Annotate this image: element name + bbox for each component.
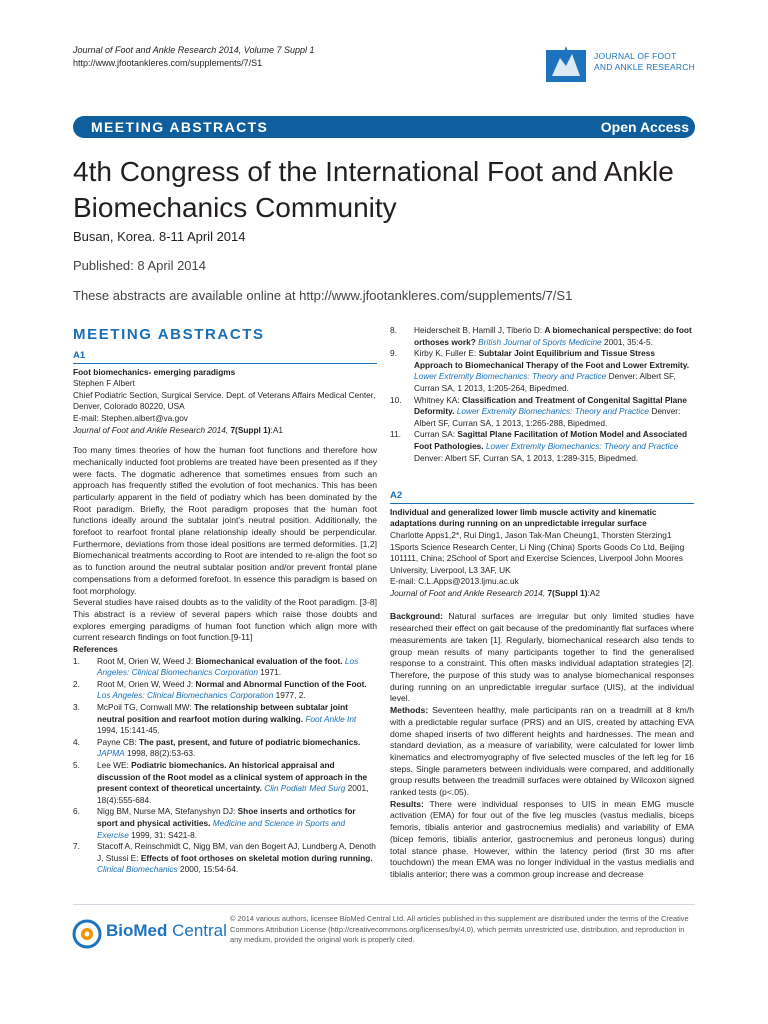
reference-list-continued — [390, 325, 694, 464]
reference-details: 1999, 31: S421-8. — [128, 829, 198, 840]
reference-number: 8. — [390, 325, 397, 335]
reference-item — [390, 325, 694, 348]
abstract-a1-author: Stephen F Albert — [73, 378, 135, 389]
abstract-a1-citation — [73, 425, 377, 437]
footer-divider — [73, 904, 695, 905]
reference-details: 1977, 2. — [273, 690, 306, 701]
background-text: Natural surfaces are irregular but only limited studies have researched their effect on gait because of the predominantly flat surfaces where measurements are taken [1]. Regularly, biomechanical research also tends to group mean results of many participants together to find the generalised response to a constraint. This often masks individual adaptation strategies [2]. Therefore, the purpose of this study was to analyse biomechanical responses during running on an unpredictable irregular surface (UIS), at the individual level. — [390, 611, 694, 704]
copyright-notice: © 2014 various authors, licensee BioMed Central Ltd. All articles published in this supplement are distributed under the terms of the Creative Commons Attribution License (http://creativecommons.org/licenses/by/4.0), which permits unrestricted use, distribution, and reproduction in any medium, provided the original work is properly cited. — [230, 914, 689, 945]
reference-details: Denver: Albert SF, Curran SA, 1 2013, 1:265-288, Bipedmed. — [414, 406, 681, 428]
reference-source: Los Angeles: Clinical Biomechanics Corporation — [97, 655, 359, 678]
reference-item — [73, 760, 377, 806]
reference-number: 10. — [390, 394, 402, 405]
abstract-a2-results — [390, 799, 694, 881]
reference-number: 2. — [73, 678, 80, 689]
citation-id: :A2 — [587, 587, 601, 598]
reference-source: Clin Podiatr Med Surg — [261, 783, 346, 794]
supplement-url[interactable]: http://www.jfootankleres.com/supplements/7/S1 — [73, 58, 263, 68]
reference-details: Denver: Albert SF, Curran SA, 1 2013, 1:205-264, Bipedmed. — [414, 371, 676, 393]
reference-details: 1971. — [257, 667, 282, 678]
reference-authors: Lee WE: — [97, 760, 132, 771]
left-column — [73, 350, 377, 876]
published-date: Published: 8 April 2014 — [73, 258, 206, 273]
citation-volume: 7(Suppl 1) — [547, 587, 588, 598]
abstract-a2-email[interactable]: E-mail: C.L.Apps@2013.ljmu.ac.uk — [390, 576, 519, 587]
reference-details: 2001, 18(4):555-684. — [97, 783, 369, 805]
journal-logo-icon — [546, 44, 588, 84]
section-heading: MEETING ABSTRACTS — [73, 326, 265, 343]
citation-journal: Journal of Foot and Ankle Research — [390, 587, 523, 598]
biomed-central-icon — [72, 919, 102, 949]
results-text: There were individual responses to UIS in mean EMG muscle activation (EMA) for four out of the five leg muscles (vastus medialis, biceps femoris, tibialis anterior and gastrocnemius medialis) and variability of EMA (bicep femoris, tibialis anterior, gastrocnemius and peroneus longus) during total stance phase. However, within the latency period (first 30 ms after touchdown) the mean EMA was no longer individual in the vastus medialis and tibialis anterior; there was a common group increase and decrease — [390, 798, 694, 879]
reference-item — [73, 806, 377, 841]
citation-year: 2014, — [522, 587, 548, 598]
reference-authors: Curran SA: — [414, 429, 458, 440]
reference-number: 4. — [73, 736, 80, 747]
methods-text: Seventeen healthy, male participants ran on a treadmill at 8 km/h with a predictable regular surface (PRS) and an UIS, created by attaching EVA dome shaped inserts of two different heights and hardnesses. The mean and standard deviation, as a measure of variability, were calculated for lower limb kinematics and electromyography of five selected muscles of the left leg for 16 steps. Single parameters between individuals were compared, and additionally group results between the treadmill surfaces were obtained by Wilcoxon signed ranked tests (p<.05). — [390, 705, 694, 798]
citation-journal: Journal of Foot and Ankle Research — [73, 424, 206, 435]
reference-authors: Heiderscheit B, Hamill J, Tiberio D: — [414, 325, 545, 335]
reference-title: Normal and Abnormal Function of the Foot. — [195, 678, 367, 689]
abstract-a1-email[interactable]: E-mail: Stephen.albert@va.gov — [73, 412, 188, 423]
reference-title: Effects of foot orthoses on skeletal motion during running. — [140, 852, 373, 863]
reference-item — [390, 395, 694, 430]
reference-source: Lower Extremity Biomechanics: Theory and Practice — [454, 406, 650, 417]
results-label: Results: — [390, 798, 424, 809]
reference-authors: Kirby K, Fuller E: — [414, 348, 479, 359]
reference-number: 9. — [390, 348, 397, 359]
biomed-central-wordmark — [106, 921, 227, 941]
reference-title: Sagittal Plane Facilitation of Motion Model and Associated Foot Pathologies. — [414, 429, 688, 451]
abstract-a1-body-2: Several studies have raised doubts as to the validity of the Root paradigm. [3-8] This abstract is a review of several papers which raise those doubts and explores emerging paradigms of human foot function which align more with current research findings on foot function.[9-11] — [73, 597, 377, 643]
abstract-a2-methods — [390, 705, 694, 799]
reference-number: 11. — [390, 429, 401, 440]
logo-text — [594, 51, 695, 73]
citation-id: :A1 — [270, 424, 284, 435]
reference-item — [390, 429, 694, 464]
reference-source: Lower Extremity Biomechanics: Theory and Practice — [414, 371, 607, 382]
reference-number: 3. — [73, 702, 80, 713]
section-banner — [73, 116, 695, 138]
abstract-a2-title: Individual and generalized lower limb muscle activity and kinematic adaptations during running on an unpredictable irregular surface — [390, 506, 657, 529]
reference-title: The past, present, and future of podiatric biomechanics. — [138, 736, 361, 747]
reference-number: 6. — [73, 806, 80, 817]
reference-item — [73, 702, 377, 737]
abstract-a2-affiliation: 1Sports Science Research Center, Li Ning (China) Sports Goods Co Ltd, Beijing 101111, China; 2School of Sport and Exercise Sciences, Liverpool John Moores University, Liverpool, L3 3AF, UK — [390, 541, 685, 575]
reference-details: Denver: Albert SF, Curran SA, 1 2013, 1:289-315, Bipedmed. — [414, 452, 639, 463]
abstract-a1-body: Too many times theories of how the human foot functions and therefore how mechanically inducted foot problems are treated have been presented as if they were facts. The dogmatic adherence that sometimes ensues from such an approach has frequently stifled the evolution of foot mechanics. This has been particularly apparent in the field of podiatry which has been dominated by the Root paradigm. Briefly, the Root paradigm proposes that the human foot functions ideally around the subtalar joint's neutral position. Additionally, the forefoot to rearfoot frontal plane relationship ideally should be perpendicular. Furthermore, deviations from those ideal positions are termed deformities. [1,2] Biomechanical treatments according to Root are intended to re-align the foot so as to function around the neutral subtalar position and/or prevent frontal plane compensations from a deformed forefoot. In essence this paradigm is based on foot morphology. — [73, 445, 377, 596]
brand-bio: BioMed — [106, 921, 168, 940]
reference-source: Foot Ankle Int — [303, 713, 357, 724]
abstract-a2-citation — [390, 588, 694, 600]
reference-item — [73, 656, 377, 679]
methods-label: Methods: — [390, 705, 429, 716]
reference-details: 2001, 35:4-5. — [601, 336, 653, 347]
abstract-a1-title: Foot biomechanics- emerging paradigms — [73, 366, 236, 377]
reference-item — [390, 348, 694, 394]
reference-number: 1. — [73, 655, 80, 666]
reference-title: Shoe inserts and orthotics for sport and physical activities. — [97, 806, 356, 829]
reference-title: Podiatric biomechanics. An historical appraisal and discussion of the Root model as a clinical system of approach in the present context of theoretical uncertainty. — [97, 760, 368, 794]
reference-source: Medicine and Science in Sports and Exercise — [97, 818, 346, 840]
reference-details: 2000, 15:54-64. — [177, 864, 239, 875]
abstract-a2-id: A2 — [390, 490, 694, 504]
reference-authors: Stacoff A, Reinschmidt C, Nigg BM, van den Bogert AJ, Lundberg A, Denoth J, Stussi E: — [97, 841, 376, 863]
reference-item — [73, 737, 377, 760]
reference-title: Subtalar Joint Equilibrium and Tissue Stress Approach to Biomechanical Therapy of the Foot and Lower Extremity. — [414, 348, 690, 370]
availability-note: These abstracts are available online at http://www.jfootankleres.com/supplements/7/S1 — [73, 288, 573, 303]
citation-year: 2014, — [205, 424, 231, 435]
reference-title: Biomechanical evaluation of the foot. — [195, 655, 343, 666]
abstract-a1-affiliation: Chief Podiatric Section, Surgical Service. Dept. of Veterans Affairs Medical Center, Denver, Colorado 80220, USA — [73, 389, 376, 412]
logo-line1: JOURNAL OF FOOT — [594, 51, 677, 61]
reference-title: Classification and Treatment of Congenital Sagittal Plane Deformity. — [414, 394, 687, 417]
reference-authors: Payne CB: — [97, 736, 139, 747]
journal-citation: Journal of Foot and Ankle Research 2014, Volume 7 Suppl 1 — [73, 45, 315, 55]
references-heading: References — [73, 644, 118, 655]
logo-line2: AND ANKLE RESEARCH — [594, 62, 695, 72]
reference-number: 5. — [73, 760, 80, 771]
reference-number: 7. — [73, 841, 80, 852]
reference-source: JAPMA — [97, 748, 125, 759]
reference-source: Lower Extremity Biomechanics: Theory and Practice — [483, 440, 679, 451]
reference-item — [73, 841, 377, 876]
reference-details: 1994, 15:141-45. — [97, 725, 160, 736]
reference-authors: McPoil TG, Cornwall MW: — [97, 702, 194, 713]
background-label: Background: — [390, 611, 443, 622]
reference-source: Los Angeles: Clinical Biomechanics Corporation — [97, 690, 274, 701]
abstract-a2-authors: Charlotte Apps1,2*, Rui Ding1, Jason Tak-Man Cheung1, Thorsten Sterzing1 — [390, 529, 672, 540]
abstract-a1-id: A1 — [73, 350, 377, 364]
reference-list — [73, 656, 377, 876]
reference-source: Clinical Biomechanics — [97, 864, 178, 875]
reference-title: A biomechanical perspective: do foot orthoses work? — [414, 325, 692, 347]
open-access-badge: Open Access — [600, 119, 689, 135]
journal-logo — [546, 44, 696, 86]
citation-volume: 7(Suppl 1) — [230, 424, 271, 435]
abstract-a2-background — [390, 611, 694, 705]
biomed-central-logo — [72, 917, 227, 951]
reference-title: The relationship between subtalar joint neutral position and rearfoot motion during walking. — [97, 702, 348, 724]
reference-authors: Nigg BM, Nurse MA, Stefanyshyn DJ: — [97, 806, 238, 817]
reference-authors: Whitney KA: — [414, 394, 462, 405]
right-column — [390, 325, 694, 881]
reference-authors: Root M, Orien W, Weed J: — [97, 678, 196, 689]
reference-source: British Journal of Sports Medicine — [475, 336, 602, 347]
brand-central: Central — [167, 921, 227, 940]
location-date: Busan, Korea. 8-11 April 2014 — [73, 229, 246, 244]
reference-details: 1998, 88(2):53-63. — [124, 748, 196, 759]
reference-item — [73, 679, 377, 702]
reference-authors: Root M, Orien W, Weed J: — [97, 655, 196, 666]
page-title: 4th Congress of the International Foot and Ankle Biomechanics Community — [73, 156, 674, 223]
banner-label: MEETING ABSTRACTS — [91, 119, 269, 135]
